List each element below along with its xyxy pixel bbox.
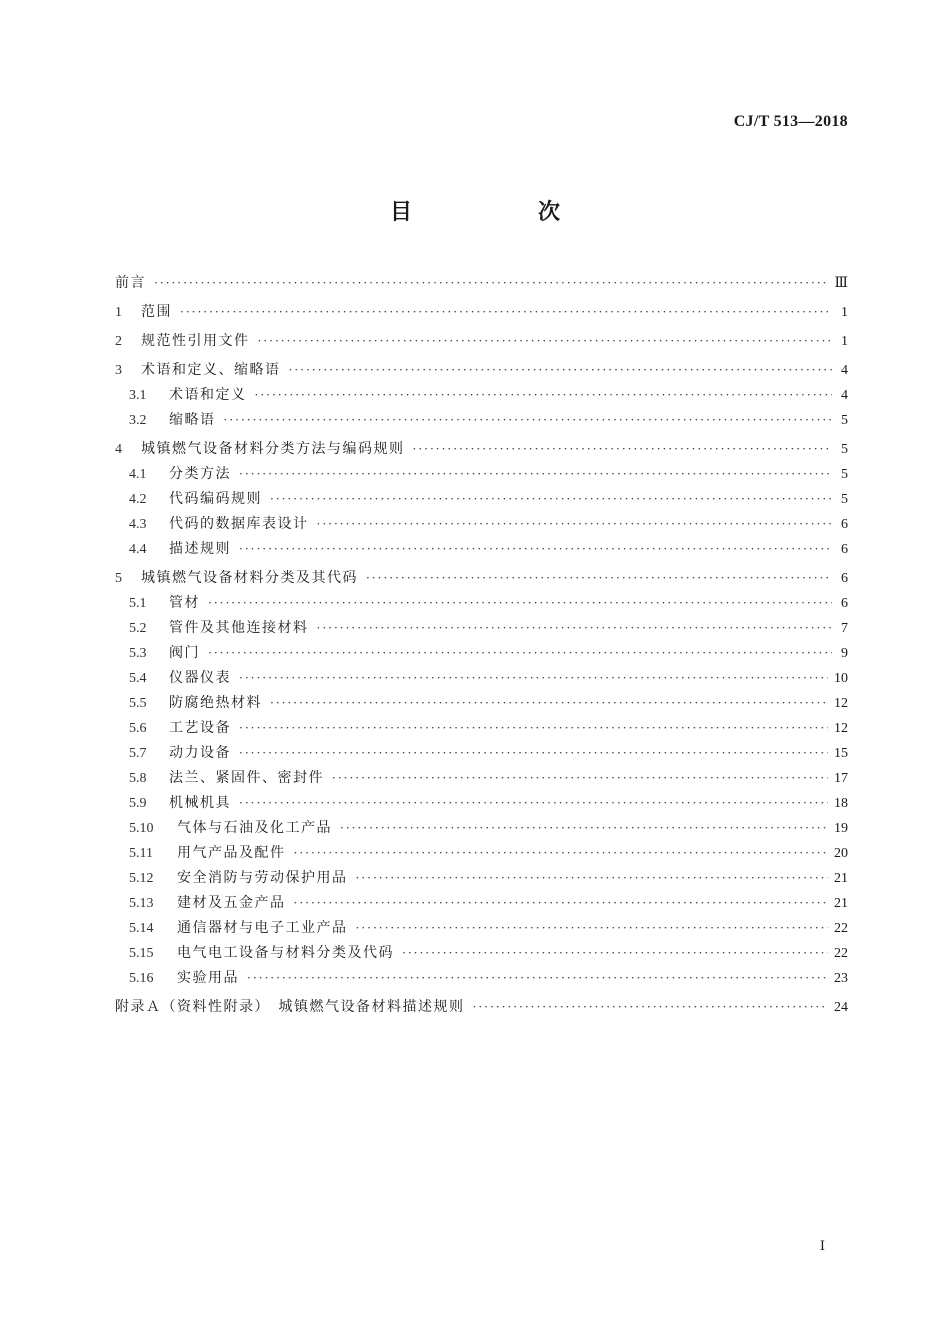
toc-entry-label: 仪器仪表: [169, 670, 231, 686]
toc-subentry[interactable]: [115, 892, 848, 917]
toc-subentry[interactable]: [115, 792, 848, 817]
toc-entry-page: 17: [834, 771, 848, 786]
toc-entry-number: 4.3: [129, 517, 147, 532]
toc-entry-number: 5.10: [129, 821, 154, 836]
dot-leader: [289, 363, 833, 377]
toc-subentry[interactable]: [115, 463, 848, 488]
toc-entry-label: 管材: [169, 595, 200, 611]
toc-entry-page: 4: [841, 363, 848, 378]
dot-leader: [294, 846, 829, 860]
toc-entry-label: 规范性引用文件: [141, 333, 250, 349]
toc-entry-number: 4.1: [129, 467, 147, 482]
toc-entry-number: 5.1: [129, 596, 147, 611]
toc-entry[interactable]: [115, 330, 848, 355]
toc-entry-label: 用气产品及配件: [177, 845, 286, 861]
dot-leader: [239, 721, 828, 735]
toc-subentry[interactable]: [115, 384, 848, 409]
toc-entry-page: 5: [841, 467, 848, 482]
toc-entry-number: 5.16: [129, 971, 154, 986]
toc-entry-label: 缩略语: [169, 412, 216, 428]
toc-entry-page: 23: [834, 971, 848, 986]
toc-subentry[interactable]: [115, 917, 848, 942]
standard-code: CJ/T 513—2018: [733, 113, 848, 130]
toc-entry-number: 5.11: [129, 846, 153, 861]
toc-entry-label: 城镇燃气设备材料分类及其代码: [141, 570, 358, 586]
toc-subentry[interactable]: [115, 867, 848, 892]
toc-entry-label: 动力设备: [169, 745, 231, 761]
toc-entry-label: 范围: [141, 304, 172, 320]
toc-subentry[interactable]: [115, 617, 848, 642]
toc-entry-number: 5.12: [129, 871, 154, 886]
toc-subentry[interactable]: [115, 717, 848, 742]
toc-entry-number: 5.7: [129, 746, 147, 761]
toc-entry-label: 附录Ａ（资料性附录） 城镇燃气设备材料描述规则: [115, 999, 465, 1015]
toc-entry[interactable]: [115, 301, 848, 326]
toc-entry-page: 20: [834, 846, 848, 861]
toc-entry-page: 6: [841, 596, 848, 611]
toc-entry-page: 19: [834, 821, 848, 836]
dot-leader: [239, 746, 828, 760]
toc-entry-number: 2: [115, 334, 122, 349]
toc-entry-number: 3.1: [129, 388, 147, 403]
dot-leader: [340, 821, 828, 835]
toc-entry-page: 18: [834, 796, 848, 811]
toc-entry-page: 21: [834, 871, 848, 886]
toc-entry-annex-a[interactable]: [115, 996, 848, 1021]
toc-entry-page: 4: [841, 388, 848, 403]
dot-leader: [239, 671, 828, 685]
toc-entry-label: 电气电工设备与材料分类及代码: [177, 945, 394, 961]
dot-leader: [270, 492, 832, 506]
page-title: 目 次: [389, 200, 612, 225]
toc-entry-number: 5.2: [129, 621, 147, 636]
dot-leader: [208, 646, 832, 660]
toc-entry[interactable]: [115, 359, 848, 384]
toc-entry-number: 1: [115, 305, 122, 320]
toc-entry[interactable]: [115, 438, 848, 463]
toc-subentry[interactable]: [115, 409, 848, 434]
toc-entry-label: 分类方法: [169, 466, 231, 482]
toc-entry-page: 24: [834, 1000, 848, 1015]
toc-entry-page: 5: [841, 413, 848, 428]
toc-subentry[interactable]: [115, 692, 848, 717]
toc-entry-label: 前言: [115, 275, 146, 291]
toc-entry-label: 城镇燃气设备材料分类方法与编码规则: [141, 441, 405, 457]
dot-leader: [332, 771, 828, 785]
toc-entry-number: 3: [115, 363, 122, 378]
toc-entry[interactable]: [115, 567, 848, 592]
toc-entry-number: 5: [115, 571, 122, 586]
toc-entry-label: 术语和定义: [169, 387, 247, 403]
dot-leader: [247, 971, 828, 985]
dot-leader: [356, 921, 829, 935]
toc-entry-label: 法兰、紧固件、密封件: [169, 770, 324, 786]
toc-subentry[interactable]: [115, 967, 848, 992]
toc-entry-page: 5: [841, 492, 848, 507]
toc-subentry[interactable]: [115, 642, 848, 667]
table-of-contents: [115, 272, 848, 1021]
toc-subentry[interactable]: [115, 488, 848, 513]
toc-entry-label: 代码编码规则: [169, 491, 262, 507]
dot-leader: [255, 388, 833, 402]
toc-entry-page: 1: [841, 305, 848, 320]
dot-leader: [208, 596, 832, 610]
toc-subentry[interactable]: [115, 942, 848, 967]
toc-subentry[interactable]: [115, 592, 848, 617]
toc-subentry[interactable]: [115, 842, 848, 867]
toc-entry-page: 21: [834, 896, 848, 911]
toc-entry-label: 代码的数据库表设计: [169, 516, 309, 532]
toc-subentry[interactable]: [115, 513, 848, 538]
toc-entry-page: 10: [834, 671, 848, 686]
toc-entry-page: Ⅲ: [834, 276, 848, 291]
toc-entry-page: 1: [841, 334, 848, 349]
toc-entry-page: 12: [834, 721, 848, 736]
toc-entry-page: 9: [841, 646, 848, 661]
toc-entry-number: 5.5: [129, 696, 147, 711]
dot-leader: [239, 542, 832, 556]
dot-leader: [154, 276, 828, 290]
toc-entry-label: 机械机具: [169, 795, 231, 811]
toc-entry-label: 工艺设备: [169, 720, 231, 736]
toc-entry-number: 5.9: [129, 796, 147, 811]
toc-entry-label: 安全消防与劳动保护用品: [177, 870, 348, 886]
toc-subentry[interactable]: [115, 817, 848, 842]
page-number: Ⅰ: [819, 1238, 825, 1253]
toc-entry-label: 管件及其他连接材料: [169, 620, 309, 636]
toc-entry-number: 4.4: [129, 542, 147, 557]
dot-leader: [294, 896, 829, 910]
toc-entry-label: 气体与石油及化工产品: [177, 820, 332, 836]
toc-entry-page: 6: [841, 571, 848, 586]
dot-leader: [366, 571, 832, 585]
toc-entry-label: 防腐绝热材料: [169, 695, 262, 711]
toc-entry-number: 3.2: [129, 413, 147, 428]
toc-subentry[interactable]: [115, 538, 848, 563]
toc-entry-number: 5.8: [129, 771, 147, 786]
toc-entry-number: 5.13: [129, 896, 154, 911]
toc-entry-number: 4: [115, 442, 122, 457]
toc-entry-number: 5.6: [129, 721, 147, 736]
toc-entry-number: 4.2: [129, 492, 147, 507]
dot-leader: [413, 442, 833, 456]
dot-leader: [317, 621, 833, 635]
toc-entry-label: 阀门: [169, 645, 200, 661]
dot-leader: [356, 871, 829, 885]
toc-entry-page: 15: [834, 746, 848, 761]
dot-leader: [317, 517, 833, 531]
dot-leader: [402, 946, 828, 960]
toc-entry-page: 6: [841, 542, 848, 557]
toc-entry-label: 术语和定义、缩略语: [141, 362, 281, 378]
toc-subentry[interactable]: [115, 667, 848, 692]
dot-leader: [473, 1000, 829, 1014]
toc-entry-number: 5.3: [129, 646, 147, 661]
toc-subentry[interactable]: [115, 742, 848, 767]
toc-entry-page: 5: [841, 442, 848, 457]
dot-leader: [224, 413, 833, 427]
toc-entry-page: 6: [841, 517, 848, 532]
toc-entry-page: 7: [841, 621, 848, 636]
dot-leader: [239, 467, 832, 481]
toc-entry-page: 12: [834, 696, 848, 711]
toc-entry-page: 22: [834, 946, 848, 961]
toc-entry-label: 描述规则: [169, 541, 231, 557]
toc-entry-page: 22: [834, 921, 848, 936]
toc-entry-label: 通信器材与电子工业产品: [177, 920, 348, 936]
toc-subentry[interactable]: [115, 767, 848, 792]
dot-leader: [270, 696, 828, 710]
dot-leader: [239, 796, 828, 810]
toc-entry-number: 5.4: [129, 671, 147, 686]
dot-leader: [258, 334, 833, 348]
dot-leader: [180, 305, 832, 319]
toc-entry-label: 建材及五金产品: [177, 895, 286, 911]
toc-entry-foreword[interactable]: [115, 272, 848, 297]
toc-entry-number: 5.15: [129, 946, 154, 961]
toc-entry-number: 5.14: [129, 921, 154, 936]
toc-entry-label: 实验用品: [177, 970, 239, 986]
